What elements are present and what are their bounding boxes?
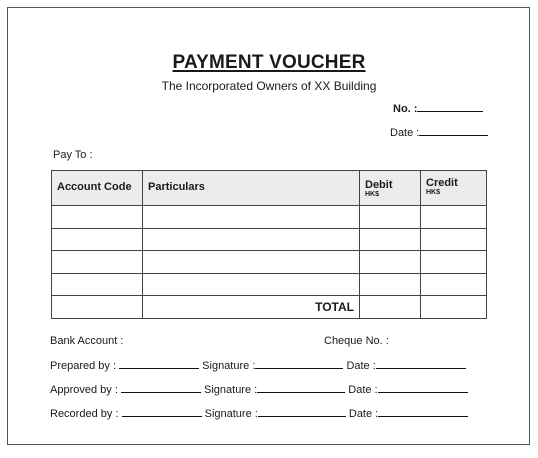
header-debit: Debit HK$: [360, 171, 421, 206]
cell-credit[interactable]: [421, 251, 487, 274]
cell-account-code[interactable]: [52, 206, 143, 229]
credit-currency: HK$: [426, 189, 441, 196]
recorded-date-line[interactable]: [378, 406, 468, 417]
signature-label: Signature :: [202, 360, 256, 372]
prepared-date-line[interactable]: [376, 358, 466, 369]
table-total-row: [52, 296, 487, 319]
voucher-subtitle: The Incorporated Owners of XX Building: [161, 79, 377, 93]
prepared-signature-line[interactable]: [255, 358, 343, 369]
header-particulars: Particulars: [143, 171, 360, 206]
voucher-number-line: [417, 101, 483, 112]
voucher-table: [51, 170, 487, 319]
total-label: TOTAL: [143, 296, 360, 319]
cell-account-code[interactable]: [52, 228, 143, 251]
cell-debit[interactable]: [360, 251, 421, 274]
voucher-number-label: No. :: [393, 103, 418, 115]
voucher-date-line: [419, 125, 488, 136]
cheque-no-label: Cheque No. :: [324, 335, 389, 347]
cell-account-code[interactable]: [52, 251, 143, 274]
approved-date-line[interactable]: [378, 382, 468, 393]
cell-account-code[interactable]: [52, 273, 143, 296]
header-account-code: Account Code: [52, 171, 143, 206]
signature-label: Signature :: [204, 408, 258, 420]
cell-particulars[interactable]: [143, 251, 360, 274]
prepared-by-line[interactable]: [119, 358, 199, 369]
prepared-by-row: [50, 358, 466, 372]
voucher-date-label: Date :: [390, 127, 420, 139]
cell-particulars[interactable]: [143, 273, 360, 296]
voucher-number-field[interactable]: [393, 101, 483, 115]
recorded-by-line[interactable]: [122, 406, 202, 417]
table-row: [52, 273, 487, 296]
approved-by-line[interactable]: [121, 382, 201, 393]
cell-particulars[interactable]: [143, 206, 360, 229]
debit-currency: HK$: [365, 191, 380, 198]
pay-to-label: Pay To :: [53, 149, 93, 161]
cell-credit[interactable]: [421, 273, 487, 296]
approved-signature-line[interactable]: [257, 382, 345, 393]
recorded-by-label: Recorded by :: [50, 408, 119, 420]
table-header-row: [52, 171, 487, 206]
cell-particulars[interactable]: [143, 228, 360, 251]
date-label: Date :: [346, 360, 376, 372]
cell-account-code: [52, 296, 143, 319]
cell-debit[interactable]: [360, 228, 421, 251]
table-row: [52, 206, 487, 229]
cell-credit[interactable]: [421, 228, 487, 251]
cell-credit[interactable]: [421, 206, 487, 229]
voucher-date-field[interactable]: [390, 125, 488, 139]
bank-account-label: Bank Account :: [50, 335, 124, 347]
cell-total-debit[interactable]: [360, 296, 421, 319]
recorded-by-row: [50, 406, 468, 420]
cell-total-credit[interactable]: [421, 296, 487, 319]
table-row: [52, 251, 487, 274]
approved-by-row: [50, 382, 468, 396]
date-label: Date :: [348, 384, 378, 396]
date-label: Date :: [348, 408, 379, 420]
recorded-signature-line[interactable]: [258, 406, 346, 417]
signature-label: Signature :: [204, 384, 258, 396]
table-row: [52, 228, 487, 251]
voucher-title: PAYMENT VOUCHER: [172, 52, 366, 73]
cell-debit[interactable]: [360, 206, 421, 229]
approved-by-label: Approved by :: [50, 384, 118, 396]
cell-debit[interactable]: [360, 273, 421, 296]
header-credit: Credit HK$: [421, 171, 487, 206]
prepared-by-label: Prepared by :: [50, 360, 117, 372]
